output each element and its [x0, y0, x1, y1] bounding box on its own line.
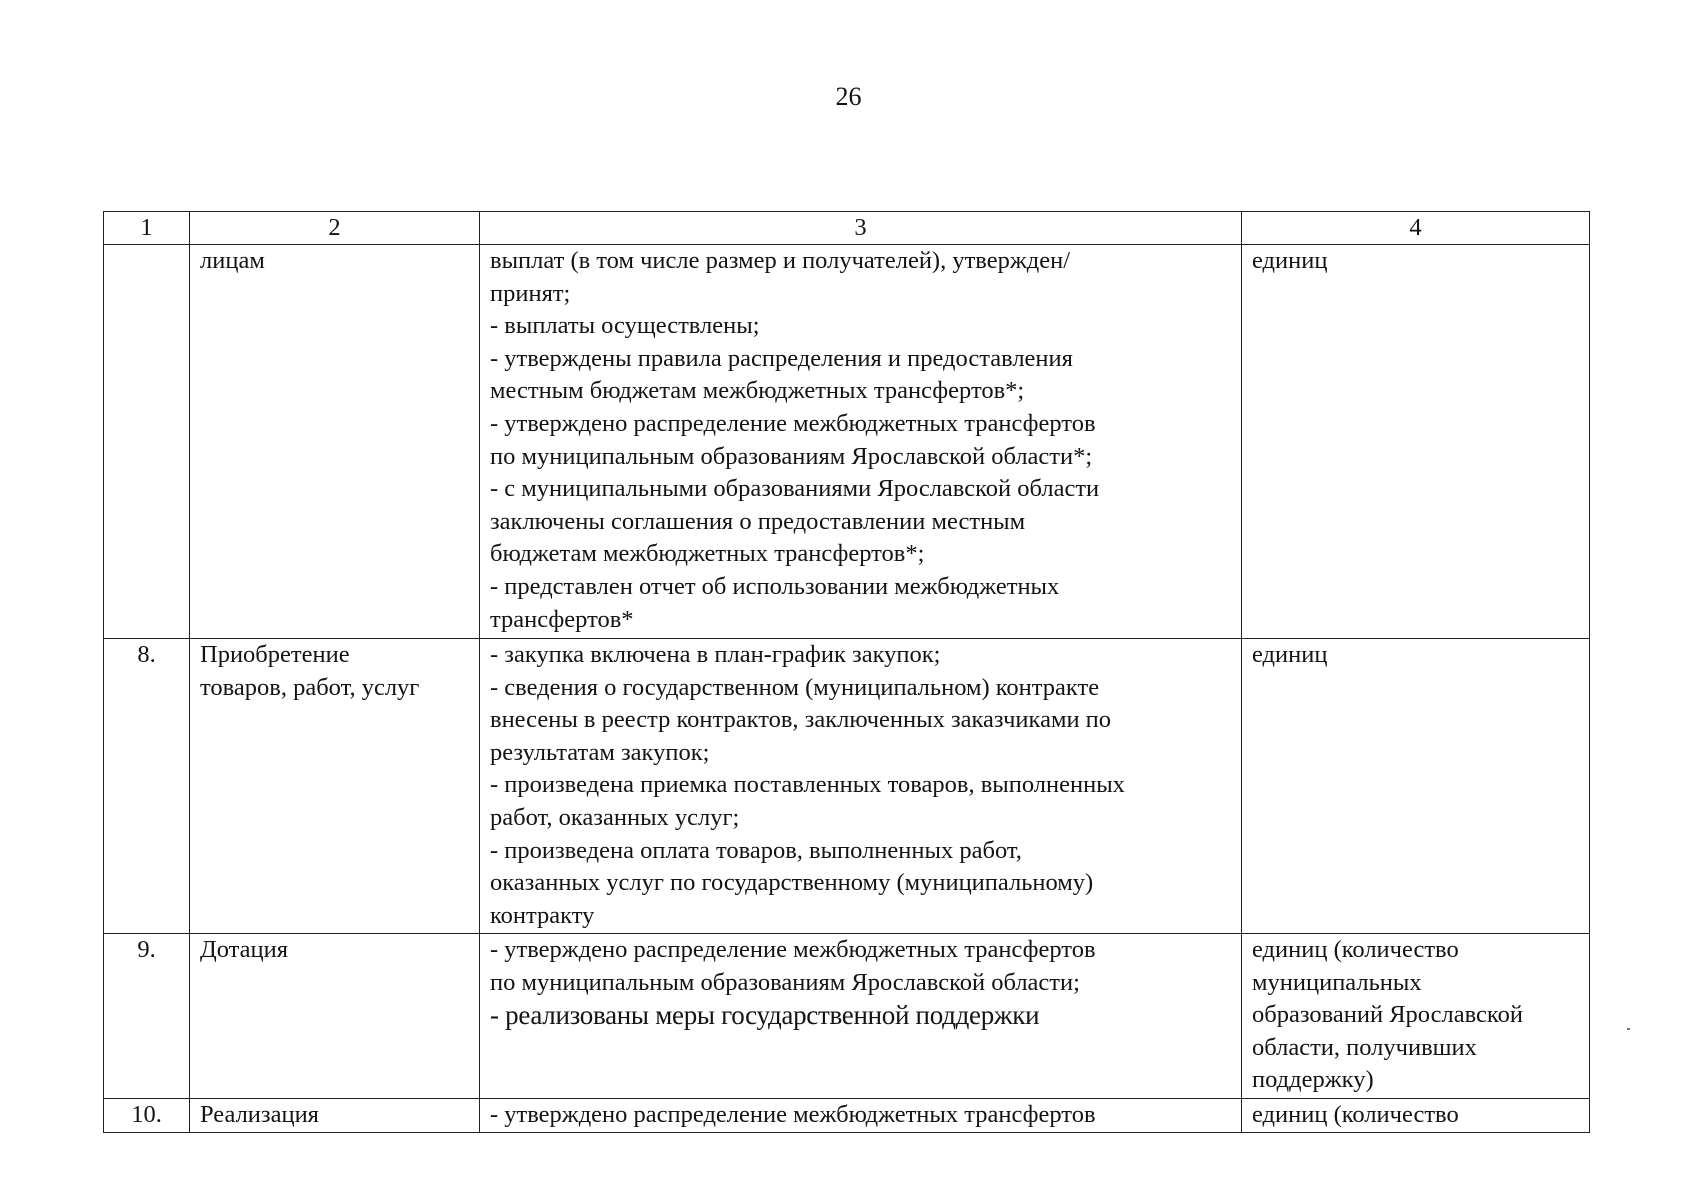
criteria-line: внесены в реестр контрактов, заключенных заказчиками по	[490, 706, 1112, 734]
table-row	[104, 639, 1590, 934]
criteria-line: - утверждены правила распределения и предоставления	[490, 344, 1073, 372]
column-number-4: 4	[1242, 212, 1590, 245]
unit-line: области, получивших	[1252, 1033, 1477, 1061]
criteria-line: заключены соглашения о предоставлении местным	[490, 507, 1026, 535]
row-name-line: лицам	[200, 247, 265, 274]
criteria-line: - закупка включена в план-график закупок;	[490, 641, 941, 668]
criteria-line: выплат (в том числе размер и получателей), утвержден/	[490, 247, 1071, 274]
criteria-line: работ, оказанных услуг;	[490, 803, 740, 831]
row-name-line: товаров, работ, услуг	[200, 673, 420, 701]
scan-speck	[1627, 1028, 1630, 1030]
row-unit-cell	[1242, 934, 1590, 1099]
criteria-line: - с муниципальными образованиями Ярославской области	[490, 475, 1100, 503]
unit-line: образований Ярославской	[1252, 1001, 1523, 1029]
criteria-line: результатам закупок;	[490, 738, 710, 766]
unit-line: единиц	[1252, 641, 1328, 668]
row-number-cell: 8.	[104, 639, 190, 934]
column-number-3: 3	[480, 212, 1242, 245]
column-number-1: 1	[104, 212, 190, 245]
unit-line: единиц	[1252, 247, 1328, 274]
row-number-cell: 10.	[104, 1099, 190, 1133]
criteria-line: - представлен отчет об использовании межбюджетных	[490, 572, 1060, 600]
criteria-line: бюджетам межбюджетных трансфертов*;	[490, 540, 925, 568]
row-criteria-cell	[480, 1099, 1242, 1133]
criteria-line: местным бюджетам межбюджетных трансфертов*;	[490, 377, 1025, 405]
table-header-row	[104, 212, 1590, 245]
column-number-2: 2	[190, 212, 480, 245]
row-name-cell	[190, 245, 480, 639]
criteria-line: - утверждено распределение межбюджетных трансфертов	[490, 1101, 1096, 1128]
criteria-line: - выплаты осуществлены;	[490, 312, 760, 340]
criteria-line: по муниципальным образованиям Ярославской области*;	[490, 442, 1093, 470]
row-criteria-cell	[480, 245, 1242, 639]
criteria-line: оказанных услуг по государственному (муниципальному)	[490, 869, 1094, 897]
criteria-line: - реализованы меры государственной поддержки	[490, 1000, 1040, 1031]
criteria-line: - утверждено распределение межбюджетных трансфертов	[490, 409, 1096, 437]
row-name-line: Приобретение	[200, 641, 350, 668]
criteria-line: трансфертов*	[490, 605, 634, 633]
criteria-line: контракту	[490, 901, 595, 929]
row-name-line: Дотация	[200, 936, 289, 963]
row-name-cell	[190, 639, 480, 934]
unit-line: муниципальных	[1252, 968, 1422, 996]
table-row	[104, 245, 1590, 639]
criteria-line: - произведена приемка поставленных товаров, выполненных	[490, 771, 1125, 799]
row-number-cell: 9.	[104, 934, 190, 1099]
criteria-line: принят;	[490, 279, 571, 307]
row-number-cell	[104, 245, 190, 639]
row-name-line: Реализация	[200, 1101, 319, 1128]
unit-line: поддержку)	[1252, 1066, 1374, 1094]
row-name-cell	[190, 1099, 480, 1133]
row-unit-cell	[1242, 639, 1590, 934]
unit-line: единиц (количество	[1252, 1101, 1459, 1128]
criteria-line: - утверждено распределение межбюджетных трансфертов	[490, 936, 1096, 963]
row-criteria-cell	[480, 639, 1242, 934]
results-table	[103, 211, 1590, 1133]
row-unit-cell	[1242, 245, 1590, 639]
table-row	[104, 934, 1590, 1099]
row-name-cell	[190, 934, 480, 1099]
row-criteria-cell	[480, 934, 1242, 1099]
unit-line: единиц (количество	[1252, 936, 1459, 963]
criteria-line: - сведения о государственном (муниципальном) контракте	[490, 673, 1100, 701]
table-row	[104, 1099, 1590, 1133]
page-number: 26	[835, 82, 862, 111]
criteria-line: по муниципальным образованиям Ярославской области;	[490, 968, 1080, 996]
row-unit-cell	[1242, 1099, 1590, 1133]
criteria-line: - произведена оплата товаров, выполненных работ,	[490, 836, 1022, 864]
